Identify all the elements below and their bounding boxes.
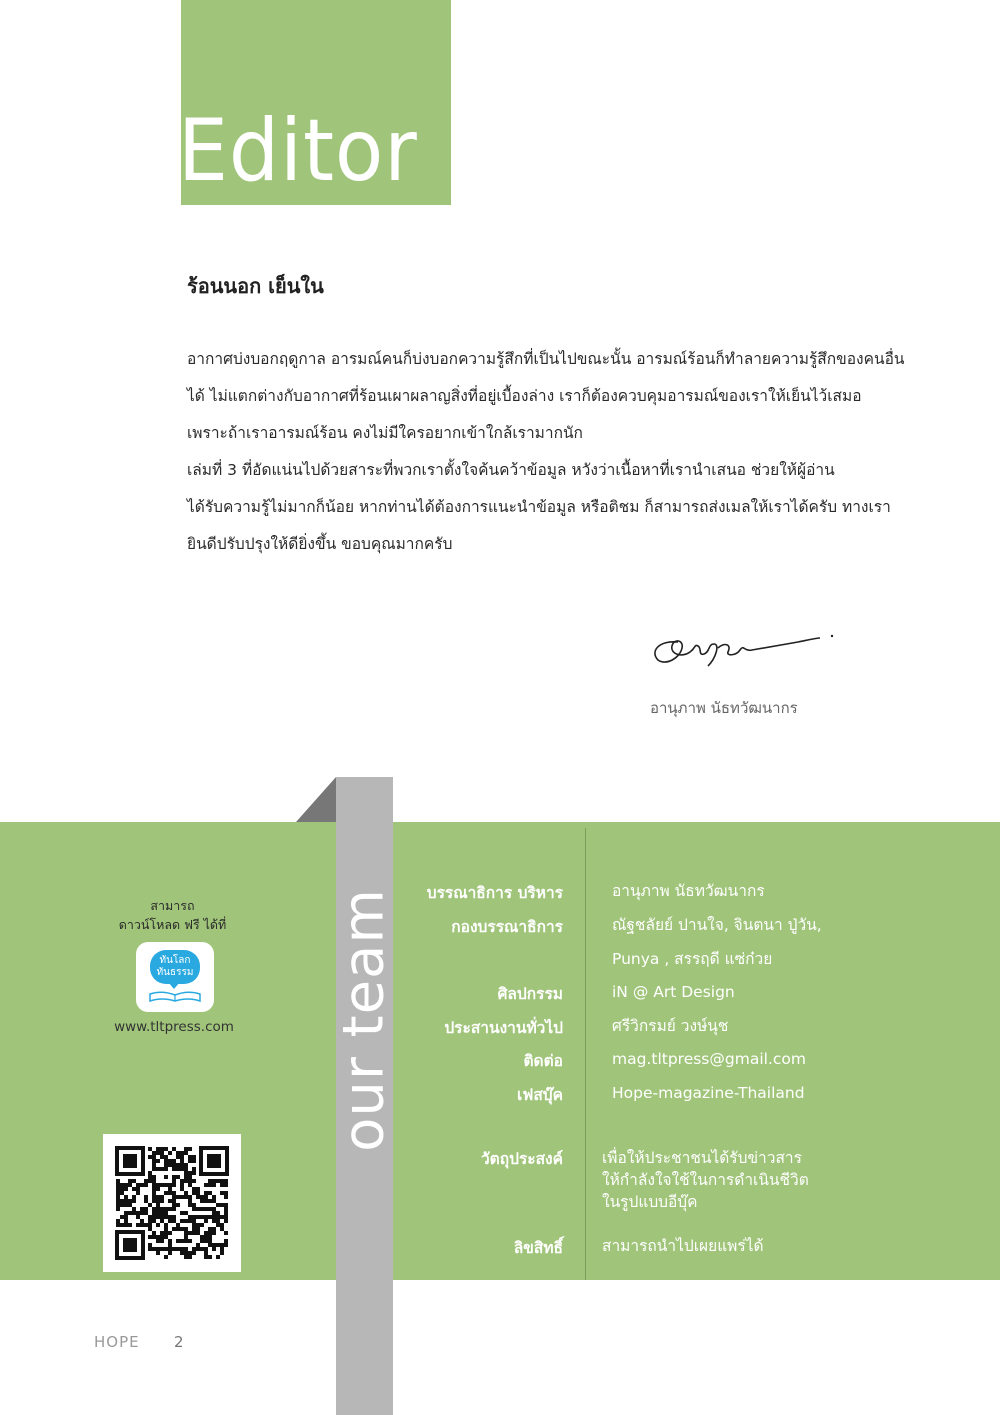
team-label-copyright: ลิขสิทธิ์ <box>513 1239 563 1257</box>
footer-brand: HOPE <box>94 1333 140 1351</box>
team-label-facebook: เฟสบุ๊ค <box>517 1086 563 1104</box>
team-heading: our team <box>331 888 397 1152</box>
editorial-line: เพราะถ้าเราอารมณ์ร้อน คงไม่มีใครอยากเข้าใกล้เรามากนัก <box>187 424 583 442</box>
qr-code[interactable] <box>103 1134 241 1272</box>
editorial-line: ได้รับความรู้ไม่มากก็น้อย หากท่านได้ต้องการแนะนำข้อมูล หรือติชม ก็สามารถส่งเมลให้เราได้ครับ ทางเรา <box>187 498 891 516</box>
download-note-line: สามารถ <box>150 898 195 913</box>
team-label-executive-editor: บรรณาธิการ บริหาร <box>426 884 563 902</box>
page-number: 2 <box>174 1333 184 1351</box>
team-divider <box>585 828 586 1280</box>
page-title: Editor <box>178 101 418 201</box>
open-book-icon <box>148 990 202 1002</box>
website-link[interactable]: www.tltpress.com <box>114 1019 234 1035</box>
app-icon-text: ทันโลก <box>159 955 191 966</box>
editorial-headline: ร้อนนอก เย็นใน <box>187 274 324 298</box>
download-note <box>105 896 240 934</box>
handwritten-signature <box>648 622 838 670</box>
signer-name: อานุภาพ นัธทวัฒนากร <box>650 699 798 717</box>
team-label-editorial-board: กองบรรณาธิการ <box>451 918 563 936</box>
objective-line: เพื่อให้ประชาชนได้รับข่าวสาร <box>602 1149 802 1167</box>
team-value-art: iN @ Art Design <box>612 983 735 1001</box>
editorial-body <box>187 346 947 568</box>
app-icon-text: ทันธรรม <box>156 967 194 978</box>
editorial-line: อากาศบ่งบอกฤดูกาล อารมณ์คนก็บ่งบอกความรู้สึกที่เป็นไปขณะนั้น อารมณ์ร้อนก็ทำลายความรู้สึกของคนอื่น <box>187 350 905 368</box>
ribbon-fold <box>296 777 336 822</box>
download-note-line: ดาวน์โหลด ฟรี ได้ที่ <box>118 917 227 932</box>
editorial-line: ยินดีปรับปรุงให้ดียิ่งขึ้น ขอบคุณมากครับ <box>187 535 453 553</box>
team-value-editorial-board-cont: Punya , สรรฤดี แซ่ก๋วย <box>612 950 773 968</box>
objective-line: ให้กำลังใจใช้ในการดำเนินชีวิต <box>602 1171 809 1189</box>
qr-code-pattern <box>115 1146 229 1260</box>
team-label-art: ศิลปกรรม <box>497 985 563 1003</box>
editorial-line: ได้ ไม่แตกต่างกับอากาศที่ร้อนเผาผลาญสิ่งที่อยู่เบื้องล่าง เราก็ต้องควบคุมอารมณ์ของเราให้เย็นไว้เสมอ <box>187 387 862 405</box>
contact-email-link[interactable]: mag.tltpress@gmail.com <box>612 1050 806 1068</box>
facebook-page-link[interactable]: Hope-magazine-Thailand <box>612 1084 805 1102</box>
team-value-coordinator: ศรีวิกรมย์ วงษ์นุช <box>612 1017 729 1035</box>
speech-bubble-tail <box>168 982 180 989</box>
team-value-executive-editor: อานุภาพ นัธทวัฒนากร <box>612 882 765 900</box>
team-label-coordinator: ประสานงานทั่วไป <box>444 1019 563 1037</box>
team-value-copyright: สามารถนำไปเผยแพร่ได้ <box>602 1237 764 1255</box>
editorial-line: เล่มที่ 3 ที่อัดแน่นไปด้วยสาระที่พวกเราตั้งใจค้นคว้าข้อมูล หวังว่าเนื้อหาที่เรานำเสนอ ช่วยให้ผู้อ่าน <box>187 461 835 479</box>
team-label-contact: ติดต่อ <box>523 1052 563 1070</box>
app-icon[interactable] <box>136 942 214 1012</box>
team-value-editorial-board: ณัฐชลัยย์ ปานใจ, จินตนา ปู่วัน, <box>612 916 822 934</box>
team-label-objective: วัตถุประสงค์ <box>480 1150 563 1168</box>
app-icon-bubble <box>150 950 200 984</box>
objective-line: ในรูปแบบอีบุ๊ค <box>602 1193 698 1211</box>
team-value-objective <box>602 1147 809 1213</box>
